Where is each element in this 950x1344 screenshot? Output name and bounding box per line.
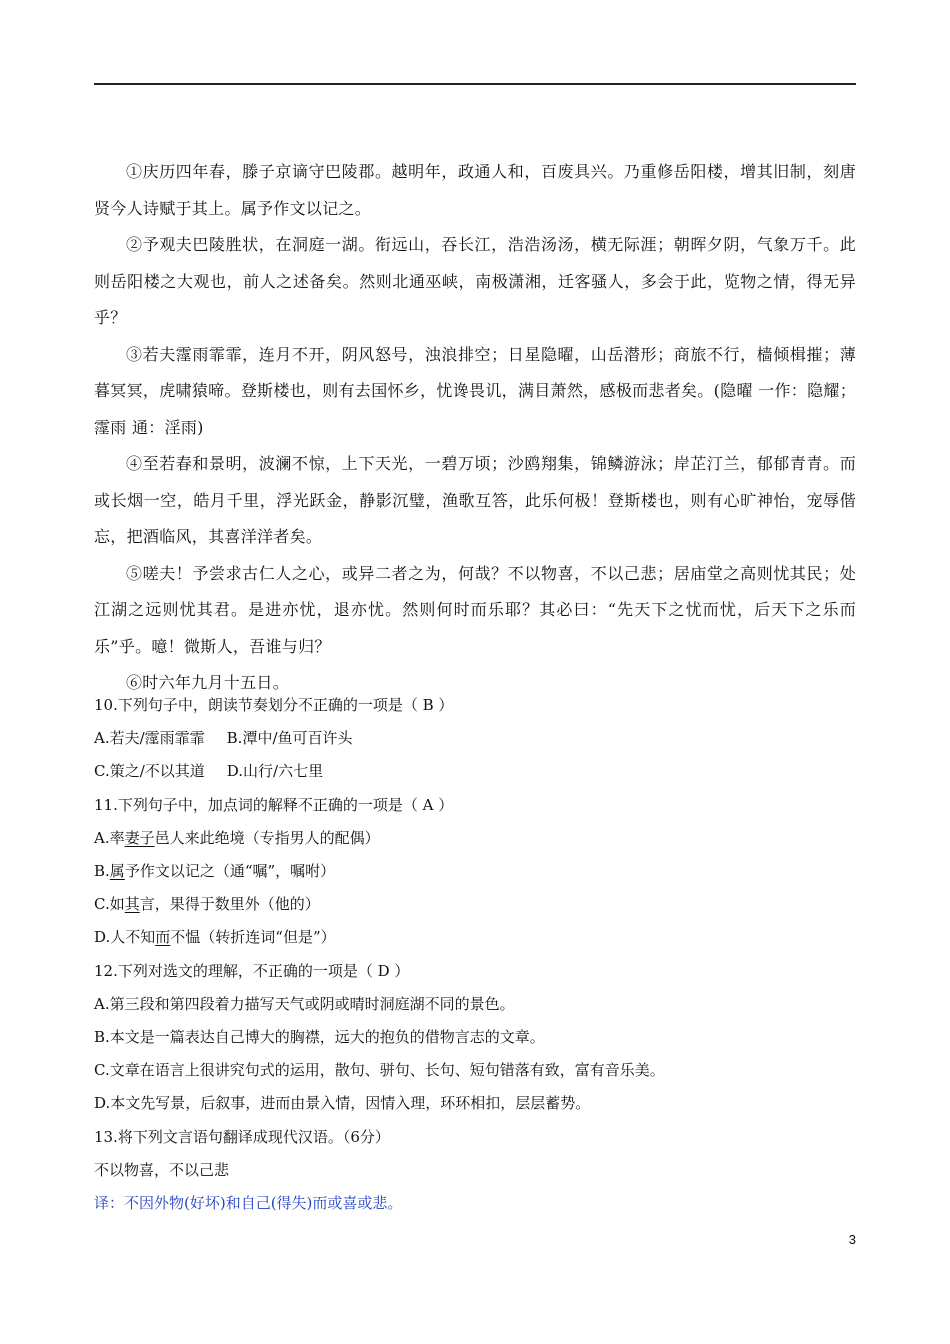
q11-c-suffix: 言，果得于数里外（他的） xyxy=(139,895,320,914)
q11-b-prefix: B. xyxy=(94,862,110,881)
q11-d-suffix: 不愠（转折连词“但是”） xyxy=(170,928,336,947)
q10-option-b: B.潭中/鱼可百许头 xyxy=(226,729,353,748)
q10-option-a: A.若夫/霪雨霏霏 xyxy=(94,729,205,748)
q10-option-c: C.策之/不以其道 xyxy=(94,762,205,781)
passage xyxy=(94,154,856,702)
q13-answer: 译：不因外物(好坏)和自己(得失)而或喜或悲。 xyxy=(94,1194,403,1213)
q11-option-a xyxy=(94,822,856,855)
q11-b-word: 属 xyxy=(109,862,125,881)
q13-stem: 13.将下列文言语句翻译成现代汉语。（6分） xyxy=(94,1127,390,1146)
q13-sentence: 不以物喜，不以己悲 xyxy=(94,1160,230,1179)
q12-stem: 12.下列对选文的理解，不正确的一项是（ D ） xyxy=(94,961,410,980)
q11-b-suffix: 予作文以记之（通“嘱”，嘱咐） xyxy=(124,862,336,881)
questions xyxy=(94,689,856,1220)
q12-option-c: C.文章在语言上很讲究句式的运用，散句、骈句、长句、短句错落有致，富有音乐美。 xyxy=(94,1061,665,1080)
q11-stem: 11.下列句子中，加点词的解释不正确的一项是（ A ） xyxy=(94,795,454,814)
paragraph-2: ②予观夫巴陵胜状，在洞庭一湖。衔远山，吞长江，浩浩汤汤，横无际涯；朝晖夕阴，气象万千。此则岳阳楼之大观也，前人之述备矣。然则北通巫峡，南极潇湘，迁客骚人，多会于此，览物之情，得无异乎？ xyxy=(94,235,856,327)
q11-d-prefix: D.人不知 xyxy=(94,928,156,947)
q11-option-b xyxy=(94,855,856,888)
q11-c-prefix: C.如 xyxy=(94,895,125,914)
paragraph-4: ④至若春和景明，波澜不惊，上下天光，一碧万顷；沙鸥翔集，锦鳞游泳；岸芷汀兰，郁郁青青。而或长烟一空，皓月千里，浮光跃金，静影沉璧，渔歌互答，此乐何极！登斯楼也，则有心旷神怡，宠辱偕忘，把酒临风，其喜洋洋者矣。 xyxy=(94,454,856,546)
paragraph-5: ⑤嗟夫！予尝求古仁人之心，或异二者之为，何哉？不以物喜，不以己悲；居庙堂之高则忧其民；处江湖之远则忧其君。是进亦忧，退亦忧。然则何时而乐耶？其必曰：“先天下之忧而忧，后天下之乐而乐”乎。噫！微斯人，吾谁与归？ xyxy=(94,563,856,656)
page-number: 3 xyxy=(848,1232,856,1247)
q11-a-prefix: A.率 xyxy=(94,828,125,847)
q11-option-c xyxy=(94,888,856,921)
q12-option-b: B.本文是一篇表达自己博大的胸襟，远大的抱负的借物言志的文章。 xyxy=(94,1028,545,1047)
q10-options-cd xyxy=(94,755,856,788)
q10-options-ab xyxy=(94,722,856,755)
paragraph-1: ①庆历四年春，滕子京谪守巴陵郡。越明年，政通人和，百废具兴。乃重修岳阳楼，增其旧制，刻唐贤今人诗赋于其上。属予作文以记之。 xyxy=(94,162,856,218)
q10-option-d: D.山行/六七里 xyxy=(226,762,324,781)
paragraph-3: ③若夫霪雨霏霏，连月不开，阴风怒号，浊浪排空；日星隐曜，山岳潜形；商旅不行，樯倾楫摧；薄暮冥冥，虎啸猿啼。登斯楼也，则有去国怀乡，忧谗畏讥，满目萧然，感极而悲者矣。(隐曜 一作：隐耀；霪雨 通：淫雨) xyxy=(94,344,856,437)
q11-a-suffix: 邑人来此绝境（专指男人的配偶） xyxy=(154,828,380,847)
q12-option-d: D.本文先写景，后叙事，进而由景入情，因情入理，环环相扣，层层蓄势。 xyxy=(94,1094,591,1113)
q10-stem: 10.下列句子中，朗读节奏划分不正确的一项是（ B ） xyxy=(94,696,454,714)
q11-option-d xyxy=(94,921,856,954)
q11-d-word: 而 xyxy=(155,928,171,947)
q11-a-word: 妻子 xyxy=(124,828,155,847)
paragraph-6: ⑥时六年九月十五日。 xyxy=(126,673,290,692)
q12-option-a: A.第三段和第四段着力描写天气或阴或晴时洞庭湖不同的景色。 xyxy=(94,994,515,1013)
q11-c-word: 其 xyxy=(124,895,140,914)
header-rule xyxy=(94,83,856,85)
